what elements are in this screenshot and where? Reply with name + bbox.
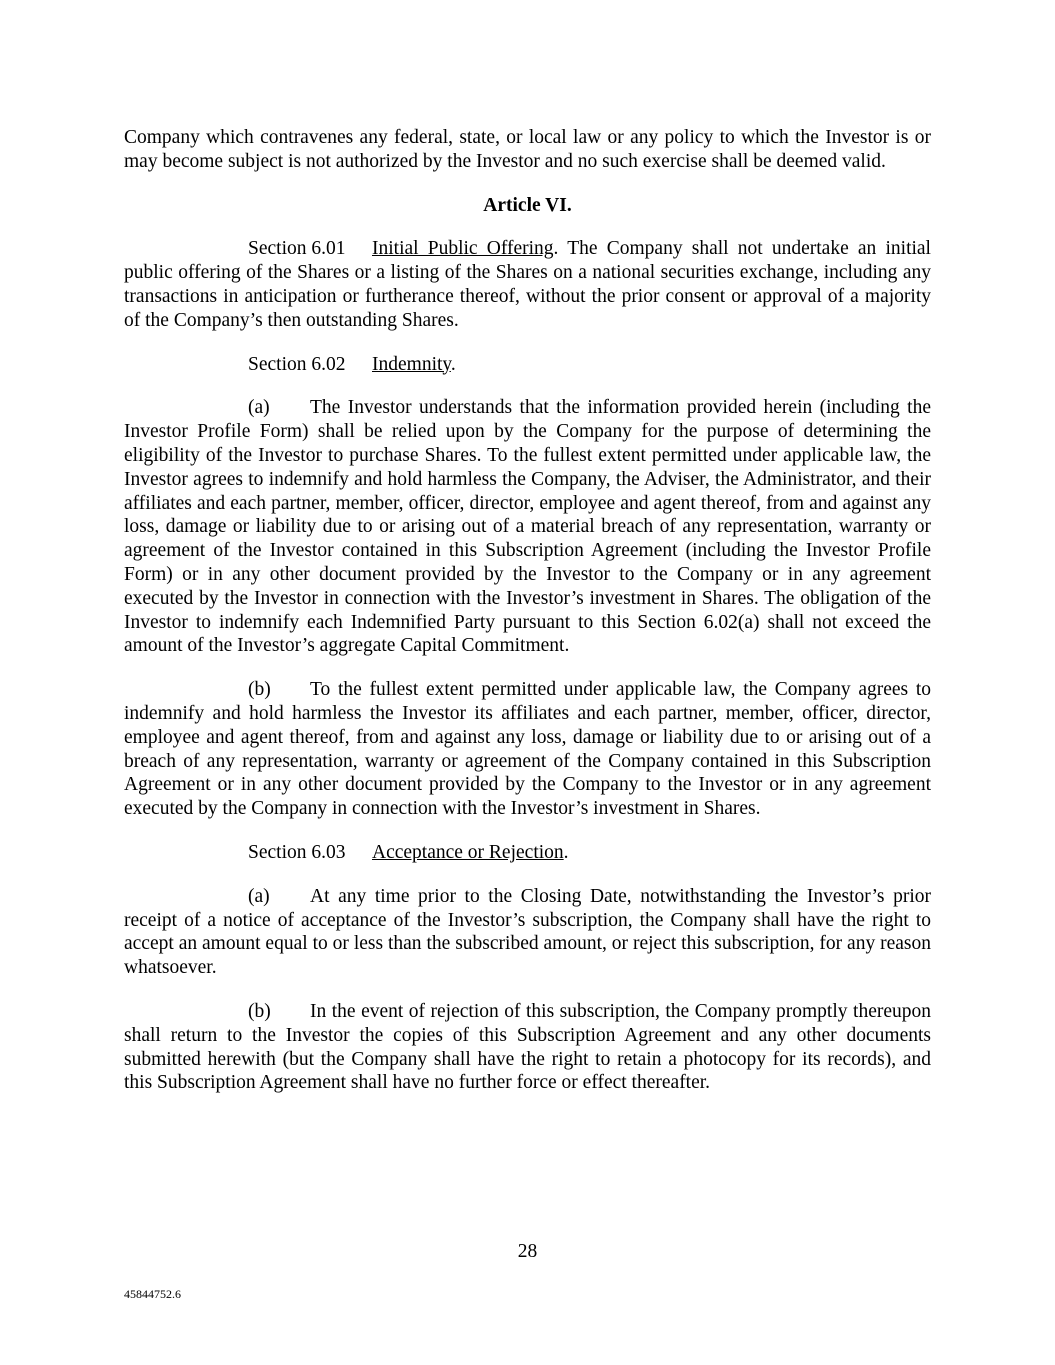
- section-6-03-number: Section 6.03: [248, 841, 346, 863]
- section-6-03-a-label: (a): [248, 885, 270, 907]
- section-6-03-a-text: At any time prior to the Closing Date, notwithstanding the Investor’s prior receipt of a notice of acceptance of the Investor’s subscription, the Company shall have the right to accept an amount equal to or less than the subscribed amount, or reject this subscription, for any reason whatsoever.: [124, 885, 931, 979]
- section-6-03-a: [124, 885, 931, 980]
- section-6-02-number: Section 6.02: [248, 353, 346, 375]
- section-6-02-title: Indemnity: [372, 353, 451, 375]
- section-6-01: [124, 237, 931, 332]
- section-6-01-number: Section 6.01: [248, 238, 346, 260]
- section-6-02-b-text: To the fullest extent permitted under applicable law, the Company agrees to indemnify and hold harmless the Investor its affiliates and each partner, member, officer, director, employee and agent thereof, from and against any loss, damage or liability due to or arising out of a breach of any representation, warranty or agreement of the Company contained in this Subscription Agreement or in any other document provided by the Company to the Investor or in any agreement executed by the Company in connection with the Investor’s investment in Shares.: [124, 679, 931, 820]
- section-6-02-b: [124, 678, 931, 821]
- section-6-02-a-text: The Investor understands that the information provided herein (including the Investor Profile Form) shall be relied upon by the Company for the purpose of determining the eligibility of the Investor to purchase Shares. To the fullest extent permitted under applicable law, the Investor agrees to indemnify and hold harmless the Company, the Adviser, the Administrator, and their affiliates and each partner, member, officer, director, employee and agent thereof, from and against any loss, damage or liability due to or arising out of a material breach of any representation, warranty or agreement of the Investor contained in this Subscription Agreement (including the Investor Profile Form) or in any other document provided by the Investor to the Company or in any agreement executed by the Investor in connection with the Investor’s investment in Shares. The obligation of the Investor to indemnify each Indemnified Party pursuant to this Section 6.02(a) shall not exceed the amount of the Investor’s aggregate Capital Commitment.: [124, 397, 931, 657]
- section-6-02-title-punct: .: [450, 353, 456, 375]
- section-6-03-title: Acceptance or Rejection: [372, 841, 564, 863]
- section-6-03-b: [124, 1000, 931, 1095]
- section-6-02-b-label: (b): [248, 679, 271, 701]
- page-body: [124, 126, 931, 1115]
- section-6-01-text: . The Company shall not undertake an initial public offering of the Shares or a listing of the Shares on a national securities exchange, including any transactions in anticipation or furtherance thereof, without the prior consent or approval of a majority of the Company’s then outstanding Shares.: [124, 238, 931, 331]
- document-id: 45844752.6: [124, 1287, 181, 1301]
- section-6-02-a-label: (a): [248, 397, 270, 419]
- section-6-03-heading: [124, 841, 931, 865]
- article-heading: Article VI.: [483, 194, 572, 216]
- section-6-03-title-punct: .: [563, 841, 569, 863]
- section-6-03-b-text: In the event of rejection of this subscription, the Company promptly thereupon shall return to the Investor the copies of this Subscription Agreement and any other documents submitted herewith (but the Company shall have the right to retain a photocopy for its records), and this Subscription Agreement shall have no further force or effect thereafter.: [124, 1000, 931, 1094]
- section-6-01-title: Initial Public Offering: [372, 238, 554, 260]
- page-number: 28: [517, 1241, 538, 1262]
- intro-paragraph: Company which contravenes any federal, state, or local law or any policy to which the Investor is or may become subject is not authorized by the Investor and no such exercise shall be deemed valid.: [124, 127, 931, 172]
- section-6-03-b-label: (b): [248, 1000, 271, 1022]
- section-6-02-heading: [124, 353, 931, 377]
- section-6-02-a: [124, 396, 931, 658]
